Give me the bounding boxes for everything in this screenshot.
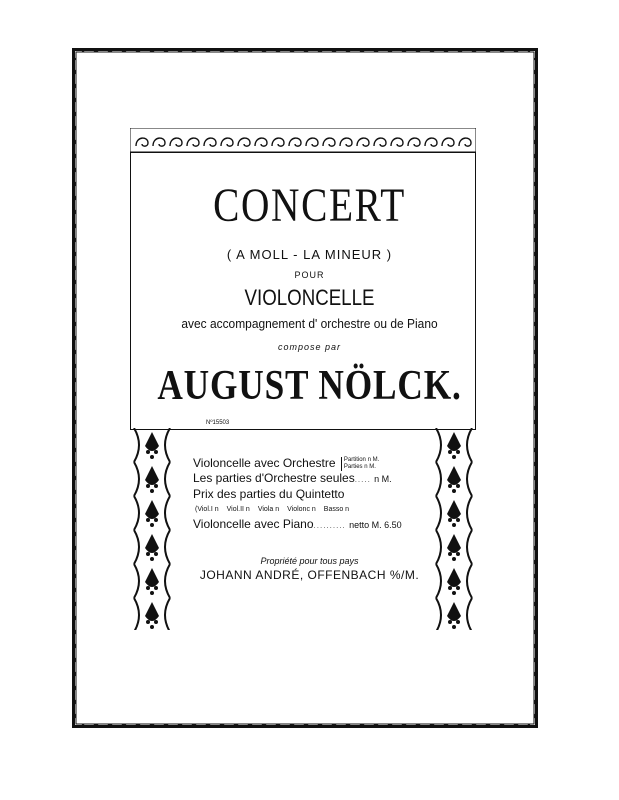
quintetto-part: Violonc n — [287, 506, 316, 513]
work-title: CONCERT — [213, 179, 406, 232]
edition-price-list — [193, 456, 433, 533]
parties-seules-price: n M. — [374, 474, 392, 484]
net-marker: n — [367, 456, 371, 463]
right-tulip-ornament-icon — [432, 428, 476, 630]
left-tulip-ornament-icon — [130, 428, 174, 630]
list-item: Les parties d'Orchestre seules..... n M. — [193, 471, 392, 485]
quintetto-label: Prix des parties du Quintetto — [193, 487, 345, 501]
piano-edition-price: netto M. 6.50 — [349, 520, 402, 530]
accompaniment-line: avec accompagnement d' orchestre ou de Piano — [181, 316, 438, 331]
pour-label: POUR — [294, 270, 325, 280]
work-key: ( A MOLL - LA MINEUR ) — [226, 247, 393, 262]
quintetto-parts — [193, 502, 433, 517]
composer-name: AUGUST NÖLCK. — [157, 363, 462, 409]
parties-label: Parties — [343, 463, 363, 470]
compose-par-label: compose par — [277, 342, 342, 352]
quintetto-part: Viola n — [257, 506, 280, 513]
list-item: Violoncelle avec Piano.......... netto M. 6.50 — [193, 517, 402, 531]
instrument-name: VIOLONCELLE — [244, 285, 375, 310]
rights-notice: Propriété pour tous pays — [260, 556, 359, 566]
quintetto-part: Basso n — [323, 506, 350, 513]
list-item — [193, 456, 433, 471]
orchestre-edition-subitems — [341, 457, 379, 471]
publisher-name: JOHANN ANDRÉ, OFFENBACH %/M. — [199, 568, 420, 582]
piano-edition-label: Violoncelle avec Piano — [193, 517, 314, 531]
net-marker: n — [364, 463, 368, 470]
orchestre-edition-label: Violoncelle avec Orchestre — [193, 456, 336, 470]
list-item — [193, 487, 433, 502]
price-m2: M. — [369, 463, 376, 470]
quintetto-part: (Viol.I n — [195, 506, 219, 513]
scroll-ornament-strip — [130, 128, 476, 152]
price-m1: M. — [372, 456, 380, 463]
partition-label: Partition — [343, 456, 366, 463]
parties-seules-label: Les parties d'Orchestre seules — [193, 471, 355, 485]
quintetto-part: Viol.II n — [226, 506, 250, 513]
plate-number: Nº15503 — [206, 420, 230, 426]
